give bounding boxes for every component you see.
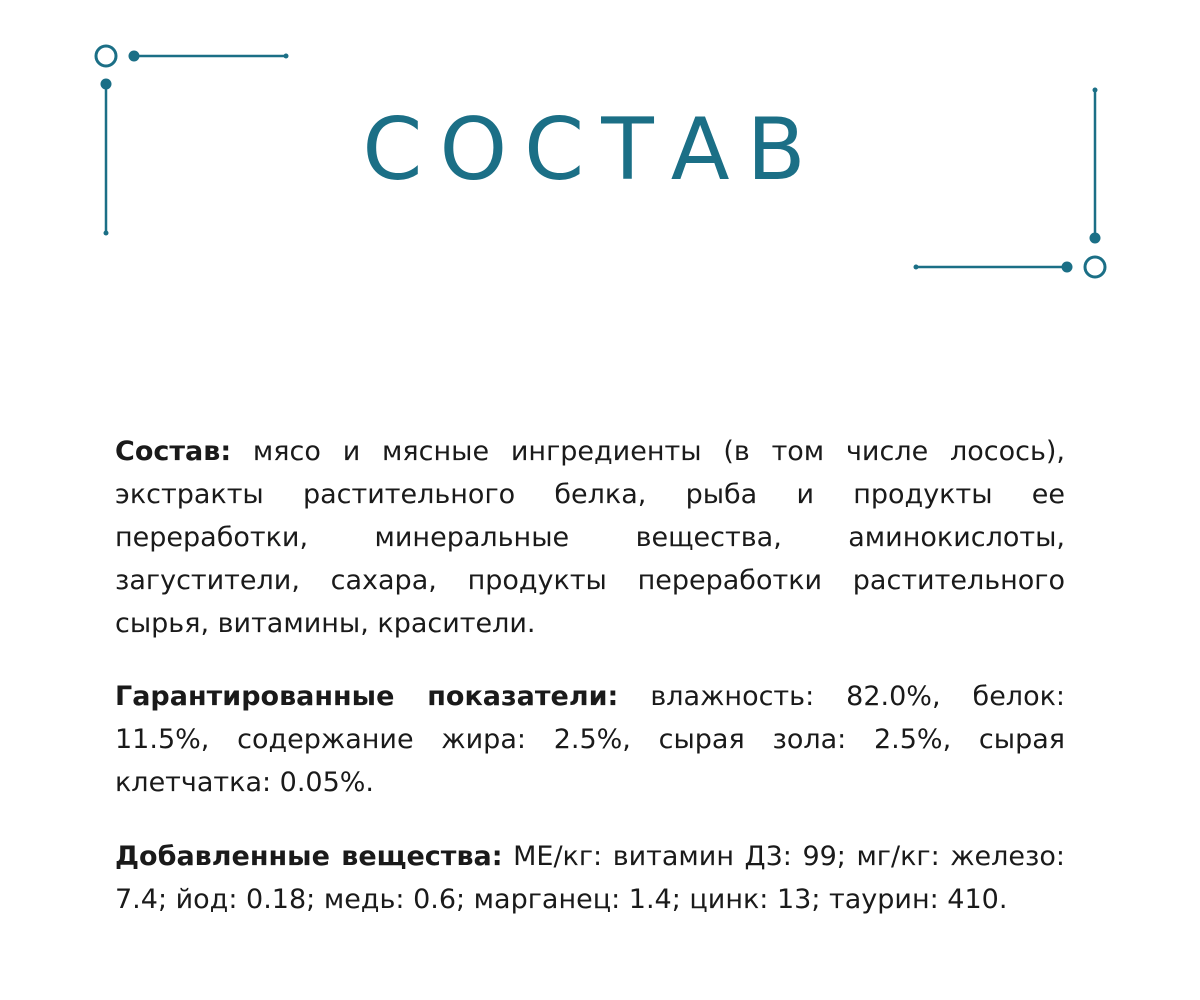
additives-paragraph bbox=[115, 835, 1065, 921]
ornament-dot-icon bbox=[1090, 233, 1101, 244]
ornament-ring-icon bbox=[1085, 257, 1105, 277]
guaranteed-values-label: Гарантированные показатели: bbox=[115, 681, 619, 712]
additives-label: Добавленные вещества: bbox=[115, 841, 503, 872]
guaranteed-values-text: влажность: 82.0%, белок: 11.5%, содержание жира: 2.5%, сырая зола: 2.5%, сырая клетчатка: 0.05%. bbox=[115, 681, 1065, 798]
composition-label: Состав: bbox=[115, 436, 232, 467]
page-title: СОСТАВ bbox=[362, 100, 823, 200]
composition-text: мясо и мясные ингредиенты (в том числе лосось), экстракты растительного белка, рыба и продукты ее переработки, минеральные вещества, аминокислоты, загустители, сахара, продукты переработки растительного сырья, витамины, красители. bbox=[115, 436, 1065, 639]
composition-paragraph bbox=[115, 430, 1065, 645]
guaranteed-values-paragraph bbox=[115, 675, 1065, 804]
ornament-dot-icon bbox=[1062, 262, 1073, 273]
additives-text: МЕ/кг: витамин Д3: 99; мг/кг: железо: 7.4; йод: 0.18; медь: 0.6; марганец: 1.4; цинк: 13; таурин: 410. bbox=[115, 841, 1066, 915]
